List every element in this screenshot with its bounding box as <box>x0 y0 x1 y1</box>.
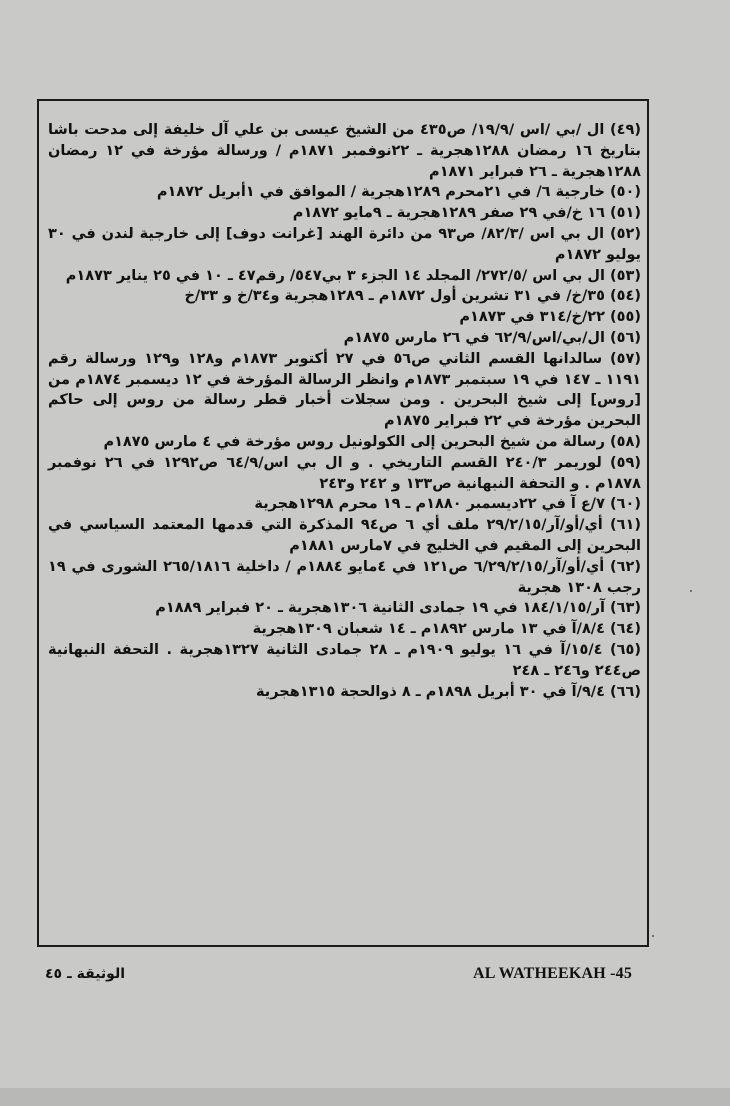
note-number: (٥٧) <box>609 350 641 367</box>
note-number: (٦٥) <box>610 641 641 658</box>
note-text: آر/١٨٤/١/١٥ في ١٩ جمادى الثانية ١٣٠٦هجرية ـ ٢٠ فبراير ١٨٨٩م <box>155 600 605 617</box>
scan-speck <box>652 935 654 937</box>
note-number: (٦٠) <box>610 496 641 513</box>
note-62 <box>48 557 641 599</box>
scan-speck <box>690 590 692 592</box>
note-65 <box>48 640 641 682</box>
note-number: (٦٤) <box>610 621 641 638</box>
page-edge <box>0 1088 730 1106</box>
note-number: (٥٦) <box>610 329 641 346</box>
note-66 <box>48 682 641 703</box>
note-text: ال/بي/اس/٦٢/٩ في ٢٦ مارس ١٨٧٥م <box>343 329 605 346</box>
note-text: ٢٢/خ/٣١٤ في ١٨٧٣م <box>459 309 605 326</box>
note-50 <box>48 182 641 203</box>
note-52 <box>48 224 641 266</box>
footer-english-page-label: AL WATHEEKAH -45 <box>473 965 633 982</box>
note-text: ال بي اس /٢٧٢/٥/ المجلد ١٤ الجزء ٣ بي٥٤٧/ رقم٤٧ ـ ١٠ في ٢٥ يناير ١٨٧٣م <box>65 267 605 284</box>
note-text: ١٥/٤/آ في ١٦ يوليو ١٩٠٩م ـ ٢٨ جمادى الثانية ١٣٢٧هجرية . التحفة النبهانية ص٢٤٤ و٢٤٦ ـ ٢٤٨ <box>48 641 641 679</box>
note-text: ال بي اس /٨٢/٣/ ص٩٣ من دائرة الهند [غرانت دوف] إلى خارجية لندن في ٣٠ يوليو ١٨٧٢م <box>48 225 641 263</box>
note-number: (٤٩) <box>609 122 641 138</box>
note-56 <box>48 328 641 349</box>
note-text: ١٦ خ/في ٢٩ صفر ١٢٨٩هجرية ـ ٩مايو ١٨٧٢م <box>292 205 605 222</box>
note-57 <box>48 349 641 432</box>
note-number: (٥٢) <box>610 225 641 242</box>
note-text: رسالة من شيخ البحرين إلى الكولونيل روس مؤرخة في ٤ مارس ١٨٧٥م <box>103 433 605 450</box>
note-text: ٩/٤/آ في ٣٠ أبريل ١٨٩٨م ـ ٨ ذوالحجة ١٣١٥هجرية <box>256 683 605 700</box>
note-text: ٣٥/خ/ في ٣١ تشرين أول ١٨٧٢م ـ ١٢٨٩هجرية و٣٤/خ و ٣٣/خ <box>184 288 605 305</box>
note-63 <box>48 598 641 619</box>
note-number: (٥١) <box>610 205 641 222</box>
note-61 <box>48 515 641 557</box>
note-text: ٨/٤/آ في ١٣ مارس ١٨٩٢م ـ ١٤ شعبان ١٣٠٩هجرية <box>252 621 605 638</box>
note-number: (٥٤) <box>610 288 641 305</box>
note-number: (٦٢) <box>610 558 641 575</box>
note-55 <box>48 307 641 328</box>
note-text: سالدانها القسم الثاني ص٥٦ في ٢٧ أكتوبر ١٨٧٣م و١٢٨ و١٢٩ ورسالة رقم ١١٩١ ـ ١٤٧ في ١٩ سبتمبر ١٨٧٣م وانظر الرسالة المؤرخة في ١٢ ديسمبر ١٨٧٤م من [روس] إلى شيخ البحرين . ومن سجلات أخبار قطر رسالة من روس إلى حاكم البحرين مؤرخة في ٢٢ فبراير ١٨٧٥م <box>48 350 641 430</box>
note-number: (٦٦) <box>610 683 641 700</box>
note-text: لوريمر ٢٤٠/٣ القسم التاريخي . و ال بي اس/٦٤/٩ ص١٢٩٢ في ٢٦ نوفمبر ١٨٧٨م . و التحفة النبهانية ص١٣٣ و ٢٤٢ و٢٤٣ <box>48 454 641 492</box>
note-60 <box>48 494 641 515</box>
note-text: ٧/ع آ في ٢٢ديسمبر ١٨٨٠م ـ ١٩ محرم ١٢٩٨هجرية <box>254 496 605 513</box>
note-58 <box>48 432 641 453</box>
note-number: (٥٥) <box>610 309 641 326</box>
note-number: (٥٩) <box>610 454 641 471</box>
footer-arabic-page-label: الوثيقة ـ ٤٥ <box>45 966 125 982</box>
note-51 <box>48 203 641 224</box>
note-number: (٥٠) <box>610 184 641 201</box>
endnotes-list <box>48 120 641 702</box>
note-64 <box>48 619 641 640</box>
note-number: (٦١) <box>610 517 641 534</box>
note-number: (٥٨) <box>610 433 641 450</box>
note-text: أي/أو/آر/٢٩/٢/١٥ ملف أي ٦ ص٩٤ المذكرة التي قدمها المعتمد السياسي في البحرين إلى المقيم في الخليج في ٧مارس ١٨٨١م <box>48 517 641 554</box>
note-54 <box>48 286 641 307</box>
note-49 <box>48 120 641 182</box>
note-59 <box>48 453 641 495</box>
note-text: خارجية ٦/ في ٢١محرم ١٢٨٩هجرية / الموافق في ١أبريل ١٨٧٢م <box>156 184 605 201</box>
note-text: ال /بي /اس /١٩/٩/ ص٤٣٥ من الشيخ عيسى بن علي آل خليفة إلى مدحت باشا بتاريخ ١٦ رمضان ١٢٨٨هجرية ـ ٢٢نوفمبر ١٨٧١م / ورسالة مؤرخة في ١٢ رمضان ١٢٨٨هجرية ـ ٢٦ فبراير ١٨٧١م <box>48 122 641 180</box>
note-number: (٦٣) <box>610 600 641 617</box>
note-53 <box>48 266 641 287</box>
note-text: أي/أو/آر/٦/٢٩/٢/١٥ ص١٢١ في ٤مايو ١٨٨٤م / داخلية ٢٦٥/١٨١٦ الشورى في ١٩ رجب ١٣٠٨ هجرية <box>48 558 641 596</box>
note-number: (٥٣) <box>610 267 641 284</box>
